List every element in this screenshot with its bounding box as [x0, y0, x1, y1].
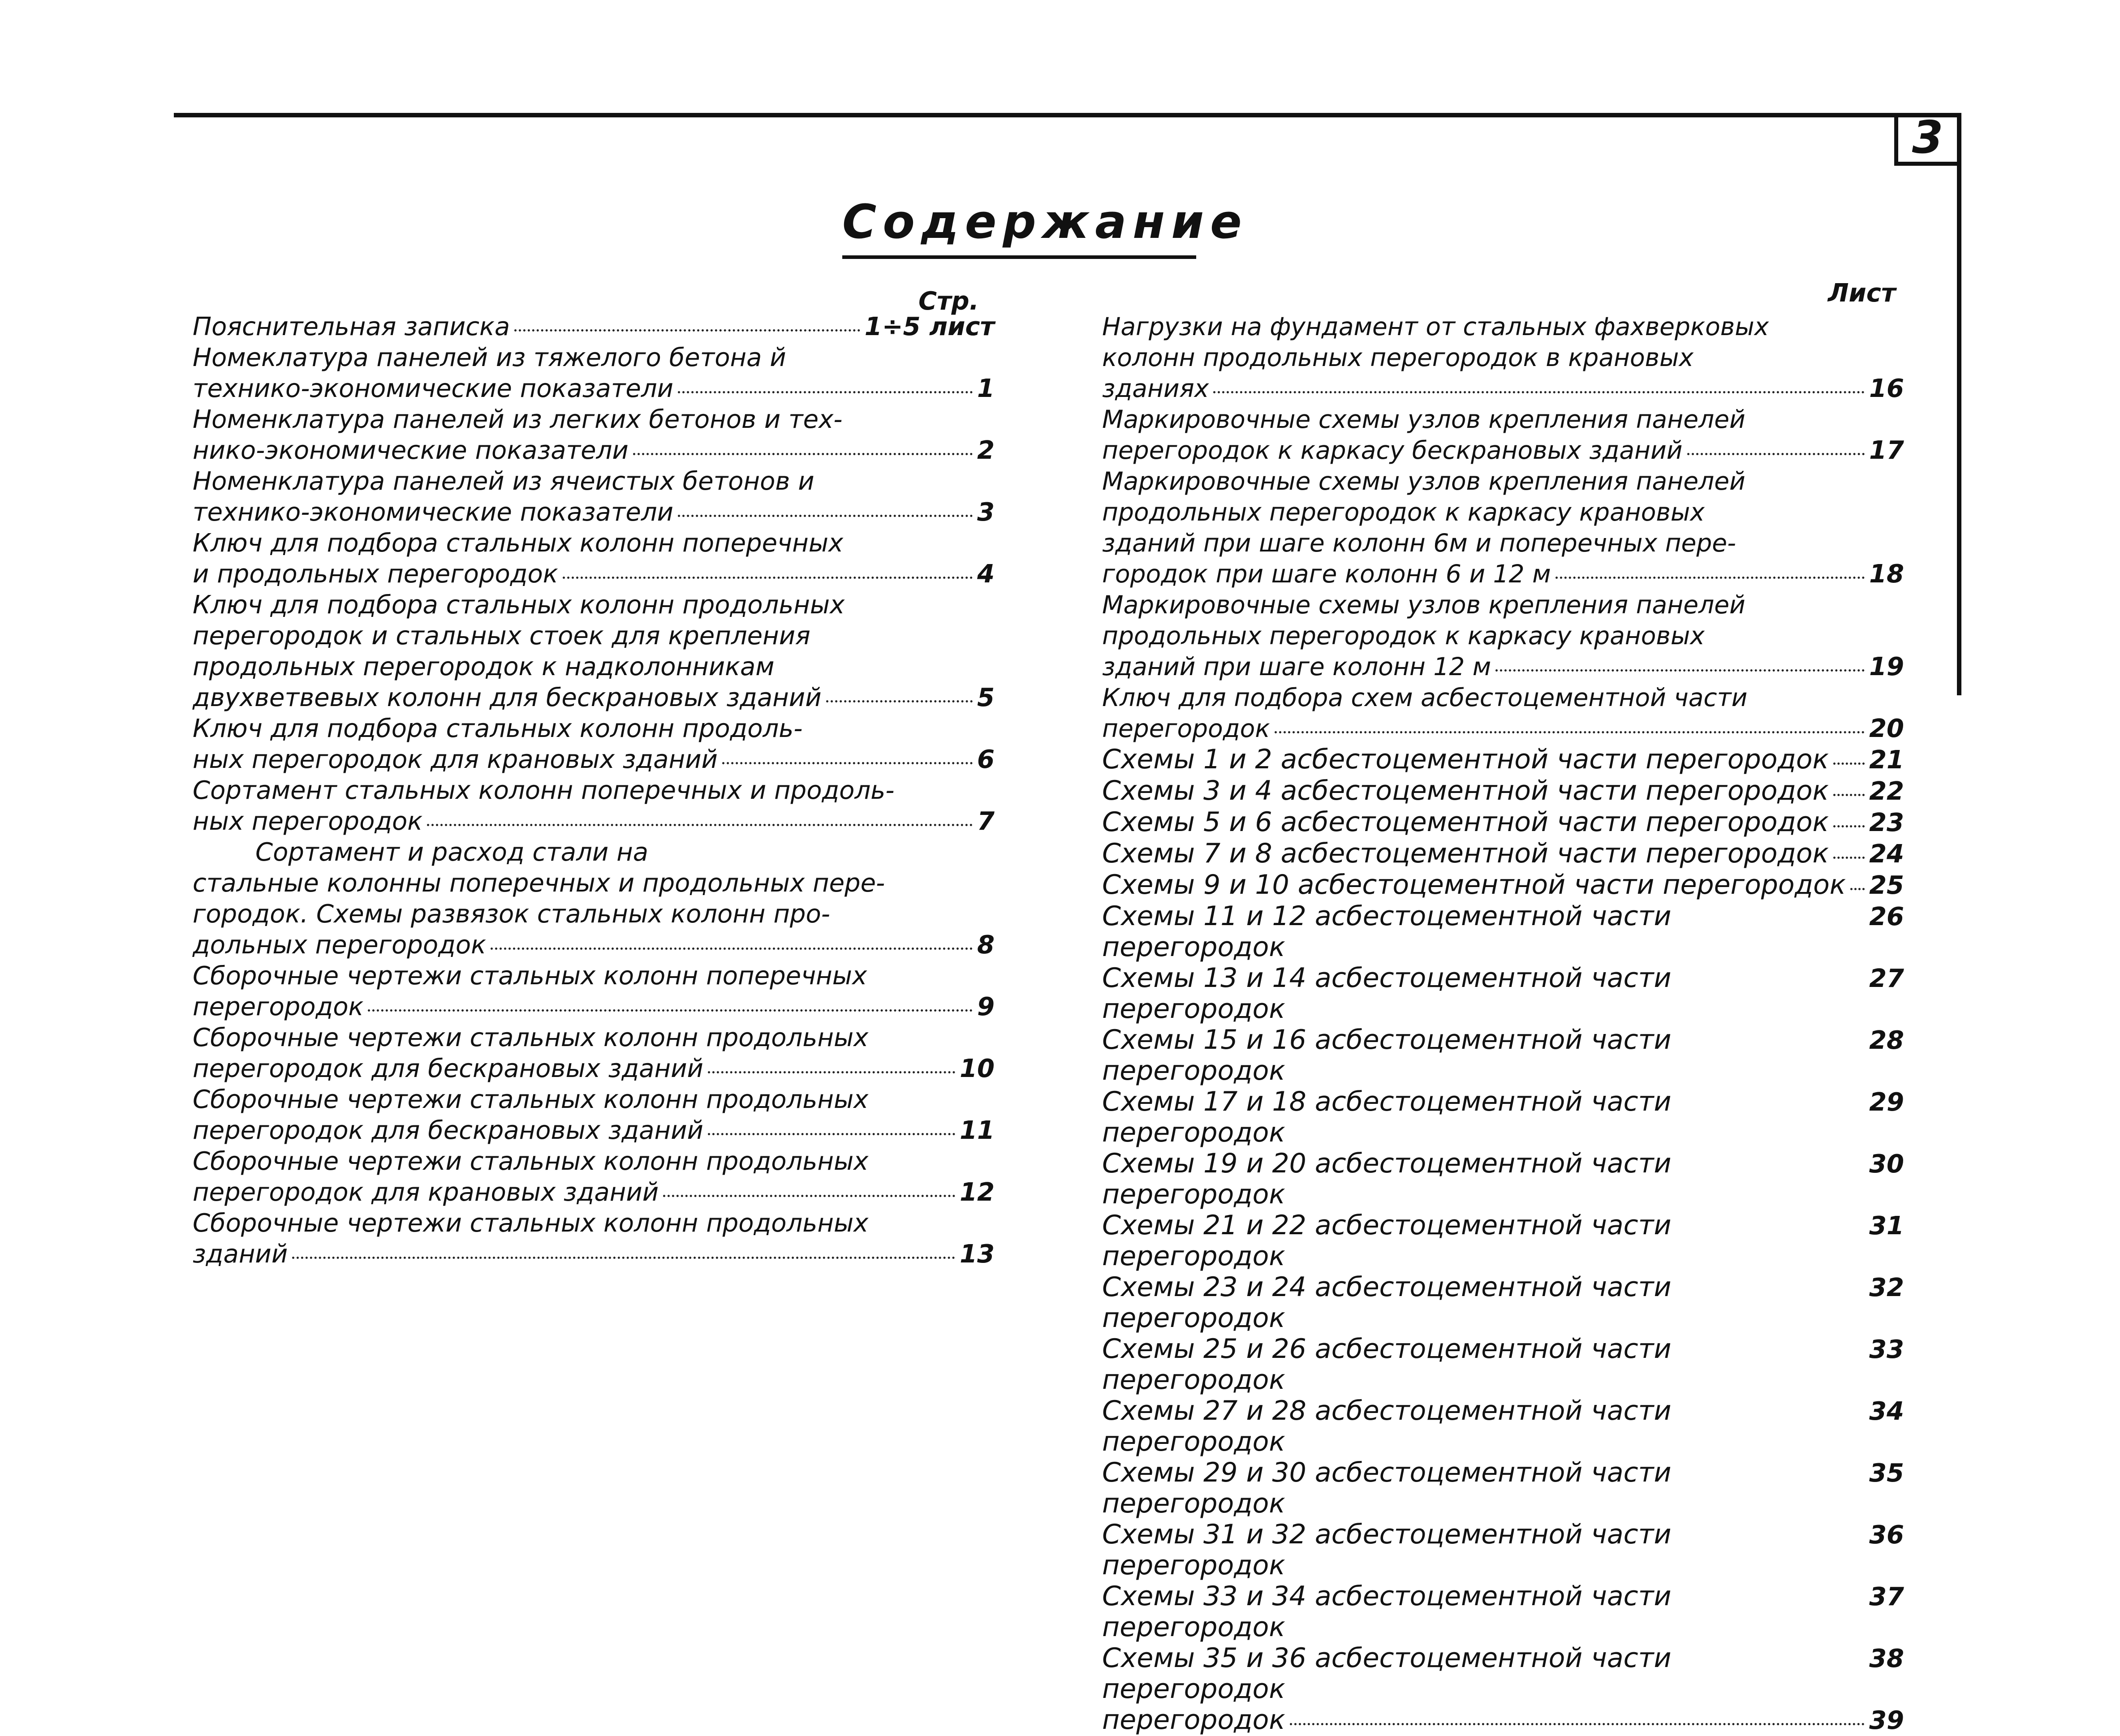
toc-left-entry	[193, 1146, 995, 1208]
toc-right-entry-page: 30	[1869, 1150, 1904, 1179]
toc-right-entry-last-line	[1102, 870, 1904, 901]
dot-leader	[633, 453, 973, 455]
toc-left-entry-last-line	[193, 1239, 995, 1270]
toc-right-entry-last-line	[1102, 435, 1904, 466]
toc-left-entry-last-line	[193, 311, 995, 342]
toc-right-entry-line: Схемы 1 и 2 асбестоцементной части перегородок	[1102, 744, 1829, 775]
toc-left-entry-line: зданий	[193, 1240, 288, 1269]
toc-left-entry-page: 1÷5 лист	[864, 312, 995, 341]
toc-right-entry	[1102, 404, 1904, 466]
toc-left-entry-line: нико-экономические показатели	[193, 436, 629, 465]
dot-leader	[563, 577, 973, 579]
toc-left-entry-line: продольных перегородок к надколонникам	[193, 652, 775, 681]
toc-right-entry-line: зданий при шаге колонн 6м и поперечных пере-	[1102, 529, 1736, 557]
toc-right-entry-line: Схемы 29 и 30 асбестоцементной части перегородок	[1102, 1457, 1672, 1519]
toc-right-entry-line: колонн продольных перегородок в крановых	[1102, 343, 1694, 372]
toc-right-entry-last-line	[1102, 838, 1904, 870]
dot-leader	[491, 948, 973, 950]
toc-left-column	[193, 311, 995, 1270]
toc-right-entry-line: Схемы 27 и 28 асбестоцементной части перегородок	[1102, 1395, 1672, 1457]
dot-leader	[708, 1071, 955, 1073]
dot-leader	[708, 1133, 955, 1135]
toc-right-entry	[1102, 1334, 1904, 1396]
toc-right-entry	[1102, 744, 1904, 775]
dot-leader	[1833, 857, 1865, 859]
toc-left-entry-page: 5	[977, 683, 995, 712]
toc-right-entry-line: Схемы 5 и 6 асбестоцементной части перегородок	[1102, 806, 1829, 838]
toc-right-entry-line: городок при шаге колонн 6 и 12 м	[1102, 560, 1551, 588]
toc-right-entry-page: 28	[1869, 1026, 1904, 1055]
toc-left-entry	[193, 837, 995, 961]
toc-left-entry-page: 1	[977, 374, 995, 403]
toc-left-entry-line: перегородок для крановых зданий	[193, 1178, 659, 1207]
toc-left-entry-last-line	[193, 930, 995, 961]
toc-left-entry-line: Сборочные чертежи стальных колонн поперечных	[193, 961, 867, 991]
toc-right-entry	[1102, 807, 1904, 838]
dot-leader	[678, 515, 973, 517]
toc-right-entry	[1102, 838, 1904, 870]
toc-left-entry-line: технико-экономические показатели	[193, 498, 674, 527]
toc-left-entry-line: Сортамент и расход стали на	[255, 838, 649, 867]
toc-right-entry-page: 37	[1869, 1582, 1904, 1611]
dot-leader	[514, 329, 860, 332]
sheet-number-box	[1894, 113, 1957, 166]
toc-right-entry-line: Схемы 23 и 24 асбестоцементной части перегородок	[1102, 1271, 1672, 1334]
toc-left-entry-last-line	[193, 991, 995, 1022]
page-title: Содержание	[842, 197, 1196, 259]
toc-left-entry-line: двухветвевых колонн для бескрановых зданий	[193, 683, 822, 712]
dot-leader	[1833, 762, 1865, 765]
toc-left-entry	[193, 1084, 995, 1146]
toc-right-entry-line: Маркировочные схемы узлов крепления панелей	[1102, 405, 1745, 434]
frame-right-border	[1957, 113, 1961, 695]
toc-right-entry	[1102, 1025, 1904, 1086]
toc-right-entry-page: 38	[1869, 1644, 1904, 1673]
toc-left-entry-page: 8	[977, 930, 995, 960]
toc-left-entry-line: Ключ для подбора стальных колонн продольных	[193, 590, 845, 620]
toc-left-entry-line: Номенклатура панелей из легких бетонов и тех-	[193, 405, 843, 434]
toc-left-entry-page: 2	[977, 436, 995, 465]
toc-left-entry-last-line	[193, 435, 995, 466]
toc-right-entry-last-line	[1102, 651, 1904, 682]
toc-right-entry	[1102, 1086, 1904, 1148]
toc-right-entry-last-line	[1102, 1334, 1904, 1396]
toc-right-entry-line: перегородок	[1102, 714, 1270, 743]
toc-right-entry	[1102, 682, 1904, 744]
toc-right-entry-line: зданиях	[1102, 374, 1209, 403]
toc-left-entry-page: 12	[960, 1178, 995, 1207]
toc-right-entry-last-line	[1102, 1705, 1904, 1736]
dot-leader	[1556, 577, 1865, 579]
toc-right-entry-page: 34	[1869, 1397, 1904, 1426]
toc-left-entry-page: 7	[977, 807, 995, 836]
toc-right-entry-page: 25	[1869, 871, 1904, 900]
toc-right-entry	[1102, 1705, 1904, 1736]
toc-right-entry-line: Схемы 33 и 34 асбестоцементной части перегородок	[1102, 1581, 1672, 1643]
toc-right-entry-page: 31	[1869, 1211, 1904, 1241]
dot-leader	[368, 1009, 973, 1012]
dot-leader	[1290, 1723, 1865, 1725]
toc-left-entry	[193, 961, 995, 1022]
dot-leader	[1850, 888, 1865, 890]
frame-top-border	[174, 113, 1961, 117]
dot-leader	[1275, 731, 1865, 733]
toc-left-entry-line: перегородок для бескрановых зданий	[193, 1116, 703, 1145]
dot-leader	[663, 1195, 955, 1197]
toc-left-entry-page: 6	[977, 745, 995, 774]
toc-right-entry	[1102, 1643, 1904, 1705]
toc-left-entry	[193, 466, 995, 528]
toc-right-entry	[1102, 1210, 1904, 1272]
toc-left-entry	[193, 528, 995, 590]
toc-left-entry	[193, 713, 995, 775]
toc-right-entry-page: 36	[1869, 1521, 1904, 1550]
toc-left-entry-last-line	[193, 1177, 995, 1208]
toc-right-entry-line: Схемы 25 и 26 асбестоцементной части перегородок	[1102, 1333, 1672, 1396]
toc-left-entry-line: Сборочные чертежи стальных колонн продольных	[193, 1023, 869, 1052]
dot-leader	[427, 824, 973, 826]
dot-leader	[722, 762, 973, 764]
toc-right-entry-line: Нагрузки на фундамент от стальных фахверковых	[1102, 312, 1769, 341]
toc-right-entry-page: 24	[1869, 840, 1904, 869]
toc-right-entry-last-line	[1102, 1210, 1904, 1272]
toc-left-entry-line: ных перегородок	[193, 807, 423, 836]
toc-right-entry-page: 22	[1869, 777, 1904, 806]
toc-left-entry-line: Номенклатура панелей из ячеистых бетонов и	[193, 467, 814, 496]
toc-right-entry-last-line	[1102, 1148, 1904, 1210]
toc-right-entry	[1102, 963, 1904, 1025]
toc-left-entry-last-line	[193, 1115, 995, 1146]
toc-right-entry-page: 33	[1869, 1335, 1904, 1364]
toc-right-entry-line: Маркировочные схемы узлов крепления панелей	[1102, 467, 1745, 495]
toc-left-entry-line: перегородок	[193, 992, 364, 1021]
toc-right-entry	[1102, 901, 1904, 963]
toc-left-entry-page: 9	[977, 992, 995, 1021]
toc-left-entry	[193, 342, 995, 404]
toc-right-entry-line: Схемы 35 и 36 асбестоцементной части перегородок	[1102, 1642, 1672, 1705]
right-column-header: Лист	[1828, 279, 1896, 308]
toc-left-entry-line: Сортамент стальных колонн поперечных и продоль-	[193, 776, 895, 805]
toc-right-entry-last-line	[1102, 1396, 1904, 1457]
toc-left-entry-line: Пояснительная записка	[193, 312, 510, 341]
toc-left-entry-page: 13	[960, 1240, 995, 1269]
toc-right-entry-last-line	[1102, 1025, 1904, 1086]
toc-right-entry-line: Схемы 3 и 4 асбестоцементной части перегородок	[1102, 775, 1829, 806]
toc-right-entry-line: Ключ для подбора схем асбестоцементной части	[1102, 683, 1748, 712]
toc-left-entry-line: Ключ для подбора стальных колонн продоль-	[193, 714, 803, 743]
toc-right-entry-line: Схемы 19 и 20 асбестоцементной части перегородок	[1102, 1148, 1672, 1210]
toc-left-entry-line: Сборочные чертежи стальных колонн продольных	[193, 1209, 869, 1238]
toc-left-entry-line: Сборочные чертежи стальных колонн продольных	[193, 1085, 869, 1114]
toc-right-entry	[1102, 1581, 1904, 1643]
toc-left-entry-line: перегородок и стальных стоек для крепления	[193, 621, 810, 650]
toc-right-entry-last-line	[1102, 1643, 1904, 1705]
toc-right-entry	[1102, 590, 1904, 682]
toc-right-entry-page: 18	[1869, 560, 1904, 589]
toc-right-entry-line: Маркировочные схемы узлов крепления панелей	[1102, 590, 1745, 619]
toc-right-entry	[1102, 311, 1904, 404]
toc-left-entry	[193, 404, 995, 466]
toc-right-entry-line: Схемы 7 и 8 асбестоцементной части перегородок	[1102, 838, 1829, 869]
toc-left-entry-line: городок. Схемы развязок стальных колонн про-	[193, 900, 830, 929]
toc-right-entry-last-line	[1102, 807, 1904, 838]
toc-left-entry-page: 10	[960, 1054, 995, 1083]
toc-right-entry-page: 27	[1869, 964, 1904, 993]
toc-right-entry-last-line	[1102, 775, 1904, 807]
dot-leader	[826, 700, 973, 702]
toc-left-entry-line: Сборочные чертежи стальных колонн продольных	[193, 1147, 869, 1176]
toc-right-entry	[1102, 466, 1904, 590]
toc-right-entry-page: 23	[1869, 808, 1904, 837]
toc-right-entry	[1102, 1396, 1904, 1457]
toc-left-entry-line: Ключ для подбора стальных колонн поперечных	[193, 529, 844, 558]
dot-leader	[1213, 391, 1865, 393]
dot-leader	[1687, 453, 1865, 455]
toc-right-entry-page: 19	[1869, 652, 1904, 681]
toc-right-entry	[1102, 1148, 1904, 1210]
toc-left-entry	[193, 775, 995, 837]
toc-right-entry-line: Схемы 13 и 14 асбестоцементной части перегородок	[1102, 962, 1672, 1025]
toc-left-entry-line: перегородок для бескрановых зданий	[193, 1054, 703, 1083]
toc-left-entry-line: Номеклатура панелей из тяжелого бетона й	[193, 343, 786, 372]
sheet-number: 3	[1912, 111, 1943, 164]
toc-right-entry-last-line	[1102, 1581, 1904, 1643]
toc-right-entry-line: Схемы 15 и 16 асбестоцементной части перегородок	[1102, 1024, 1672, 1086]
toc-right-entry-line: Схемы 9 и 10 асбестоцементной части перегородок	[1102, 869, 1846, 900]
dot-leader	[678, 391, 973, 393]
dot-leader	[1495, 669, 1865, 672]
toc-right-entry-line: зданий при шаге колонн 12 м	[1102, 652, 1491, 681]
toc-right-entry	[1102, 870, 1904, 901]
toc-left-entry-last-line	[193, 373, 995, 404]
toc-right-entry-last-line	[1102, 963, 1904, 1025]
toc-right-entry-last-line	[1102, 713, 1904, 744]
toc-right-entry-last-line	[1102, 1457, 1904, 1519]
toc-left-entry-line: стальные колонны поперечных и продольных пере-	[193, 869, 885, 898]
toc-left-entry	[193, 1208, 995, 1270]
toc-right-entry-line: Схемы 31 и 32 асбестоцементной части перегородок	[1102, 1519, 1672, 1581]
toc-right-entry-last-line	[1102, 1086, 1904, 1148]
toc-right-entry-last-line	[1102, 1272, 1904, 1334]
toc-left-entry-page: 3	[977, 498, 995, 527]
toc-left-entry-page: 4	[977, 560, 995, 589]
toc-left-entry-line: дольных перегородок	[193, 930, 486, 960]
toc-right-entry-page: 26	[1869, 902, 1904, 931]
toc-left-entry	[193, 590, 995, 713]
toc-right-entry-line: Схемы 11 и 12 асбестоцементной части перегородок	[1102, 900, 1672, 963]
toc-right-entry-last-line	[1102, 1519, 1904, 1581]
toc-right-entry-line: Схемы 17 и 18 асбестоцементной части перегородок	[1102, 1086, 1672, 1148]
toc-right-entry-last-line	[1102, 373, 1904, 404]
toc-right-entry-line: продольных перегородок к каркасу крановых	[1102, 621, 1705, 650]
dot-leader	[1833, 794, 1865, 796]
toc-left-entry-last-line	[193, 682, 995, 713]
toc-right-entry	[1102, 1457, 1904, 1519]
toc-left-entry-last-line	[193, 744, 995, 775]
toc-left-entry	[193, 311, 995, 342]
toc-right-entry-page: 35	[1869, 1459, 1904, 1488]
toc-left-entry-last-line	[193, 497, 995, 528]
toc-left-entry	[193, 1022, 995, 1084]
toc-right-entry-page: 20	[1869, 714, 1904, 743]
toc-right-entry-line: продольных перегородок к каркасу крановых	[1102, 498, 1705, 526]
toc-left-entry-line: ных перегородок для крановых зданий	[193, 745, 718, 774]
toc-right-entry-last-line	[1102, 901, 1904, 963]
toc-right-column	[1102, 311, 1904, 1736]
toc-left-entry-last-line	[193, 559, 995, 590]
toc-right-entry	[1102, 1272, 1904, 1334]
toc-right-entry	[1102, 1519, 1904, 1581]
toc-left-entry-page: 11	[960, 1116, 995, 1145]
toc-left-entry-line: технико-экономические показатели	[193, 374, 674, 403]
left-column-header: Стр.	[918, 287, 979, 316]
toc-right-entry-last-line	[1102, 559, 1904, 590]
dot-leader	[292, 1257, 955, 1259]
dot-leader	[1833, 825, 1865, 827]
toc-right-entry-page: 29	[1869, 1088, 1904, 1117]
toc-right-entry-page: 16	[1869, 374, 1904, 403]
toc-right-entry	[1102, 775, 1904, 807]
toc-right-entry-line: перегородок	[1102, 1704, 1285, 1736]
toc-left-entry-last-line	[193, 806, 995, 837]
toc-right-entry-line: перегородок к каркасу бескрановых зданий	[1102, 436, 1683, 465]
toc-right-entry-page: 32	[1869, 1273, 1904, 1302]
toc-right-entry-page: 21	[1869, 745, 1904, 775]
toc-left-entry-line: и продольных перегородок	[193, 560, 558, 589]
toc-right-entry-last-line	[1102, 744, 1904, 775]
toc-right-entry-line: Схемы 21 и 22 асбестоцементной части перегородок	[1102, 1210, 1672, 1272]
toc-right-entry-page: 17	[1869, 436, 1904, 465]
toc-right-entry-page: 39	[1869, 1706, 1904, 1735]
toc-left-entry-last-line	[193, 1053, 995, 1084]
